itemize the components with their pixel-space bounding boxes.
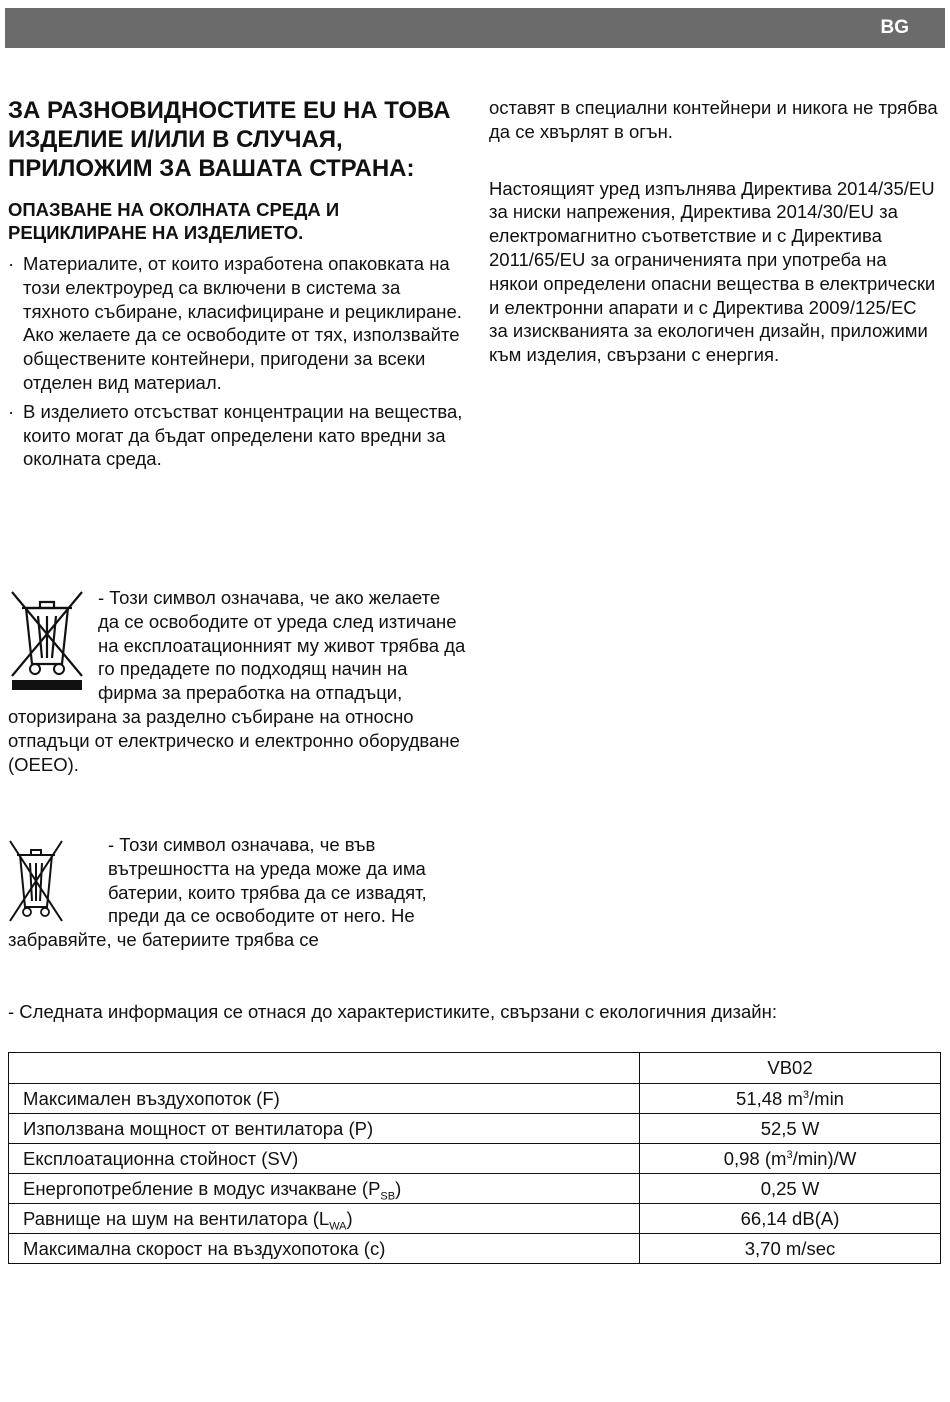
- row-value: 52,5 W: [640, 1114, 941, 1144]
- list-item: [8, 252, 463, 395]
- bullet-text: В изделието отсъстват концентрации на вещества, които могат да бъдат определени като вредни за околната среда.: [23, 400, 463, 470]
- right-column: [489, 96, 939, 367]
- table-row: [9, 1234, 941, 1264]
- table-row: [9, 1114, 941, 1144]
- row-label: Енергопотребление в модус изчакване $(P_{SB})$: [9, 1174, 640, 1204]
- weee-notice: [8, 586, 466, 776]
- weee-text: - Този символ означава, че ако желаете да се освободите от уреда след изтичане на експлоатационният му живот трябва да го предадете по подходящ начин на фирма за преработка на отпадъци, оторизирана за разделно събиране на относно отпадъци от електрическо и електронно оборудване (ОЕЕО).: [8, 587, 466, 775]
- bullet-marker: ·: [8, 253, 15, 274]
- battery-notice: [8, 833, 466, 952]
- row-value: 0,98 $(m^3/\min)/W$: [640, 1144, 941, 1174]
- table-row: [9, 1204, 941, 1234]
- row-value: 66,14 dB(A): [640, 1204, 941, 1234]
- table-header-empty: [9, 1053, 640, 1084]
- row-label: Използвана мощност от вентилатора (P): [9, 1114, 640, 1144]
- table-row: [9, 1084, 941, 1114]
- section-title: ЗА РАЗНОВИДНОСТИТЕ EU НА ТОВА ИЗДЕЛИЕ И/ИЛИ В СЛУЧАЯ, ПРИЛОЖИМ ЗА ВАШАТА СТРАНА:: [8, 97, 451, 182]
- row-label: Максимален въздухопоток (F): [9, 1084, 640, 1114]
- row-value: 3,70 m/sec: [640, 1234, 941, 1264]
- battery-disposal-continuation: оставят в специални контейнери и никога не трябва да се хвърлят в огън.: [489, 97, 938, 142]
- row-value: 51,48 $m^3/\min$: [640, 1084, 941, 1114]
- crossed-out-battery-bin-icon: [8, 837, 64, 925]
- bullet-marker: ·: [8, 400, 15, 422]
- battery-text: - Този символ означава, че във вътрешността на уреда може да има батерии, които трябва да се извадят, преди да се освободите от него. Не забравяйте, че батериите трябва се: [8, 834, 427, 951]
- table-row: [9, 1144, 941, 1174]
- bullet-text: Материалите, от които изработена опаковката на този електроуред са включени в система за тяхното събиране, класифициране и рециклиране. Ако желаете да се освободите от тях, използвайте обществените контейнери, пригодени за всеки отделен вид материал.: [23, 253, 462, 393]
- directives-paragraph: Настоящият уред изпълнява Директива 2014/35/EU за ниски напрежения, Директива 2014/30/EU за електромагнитно съответствие и с Директива 2011/65/EU за ограниченията при употреба на някои определени опасни вещества в електрически и електронни апарати и с Директива 2009/125/EC за изискванията за екологичен дизайн, приложими към изделия, свързани с енергия.: [489, 177, 936, 366]
- row-label: Експлоатационна стойност (SV): [9, 1144, 640, 1174]
- language-code: BG: [880, 17, 909, 38]
- row-label: Максимална скорост на въздухопотока (c): [9, 1234, 640, 1264]
- table-header-row: [9, 1053, 941, 1084]
- ecodesign-intro: - Следната информация се отнася до характеристиките, свързани с екологичния дизайн:: [8, 1001, 777, 1022]
- section-subtitle: ОПАЗВАНЕ НА ОКОЛНАТА СРЕДА И РЕЦИКЛИРАНЕ НА ИЗДЕЛИЕТО.: [8, 199, 340, 243]
- row-value: 0,25 W: [640, 1174, 941, 1204]
- list-item: [8, 400, 463, 471]
- crossed-out-wheelie-bin-icon: [8, 586, 86, 694]
- recycling-bullets: [8, 252, 463, 476]
- model-name: VB02: [640, 1053, 941, 1084]
- table-row: [9, 1174, 941, 1204]
- header-bar: [5, 8, 945, 48]
- row-label: Равнище на шум на вентилатора $(L_{WA})$: [9, 1204, 640, 1234]
- ecodesign-table: [8, 1052, 941, 1264]
